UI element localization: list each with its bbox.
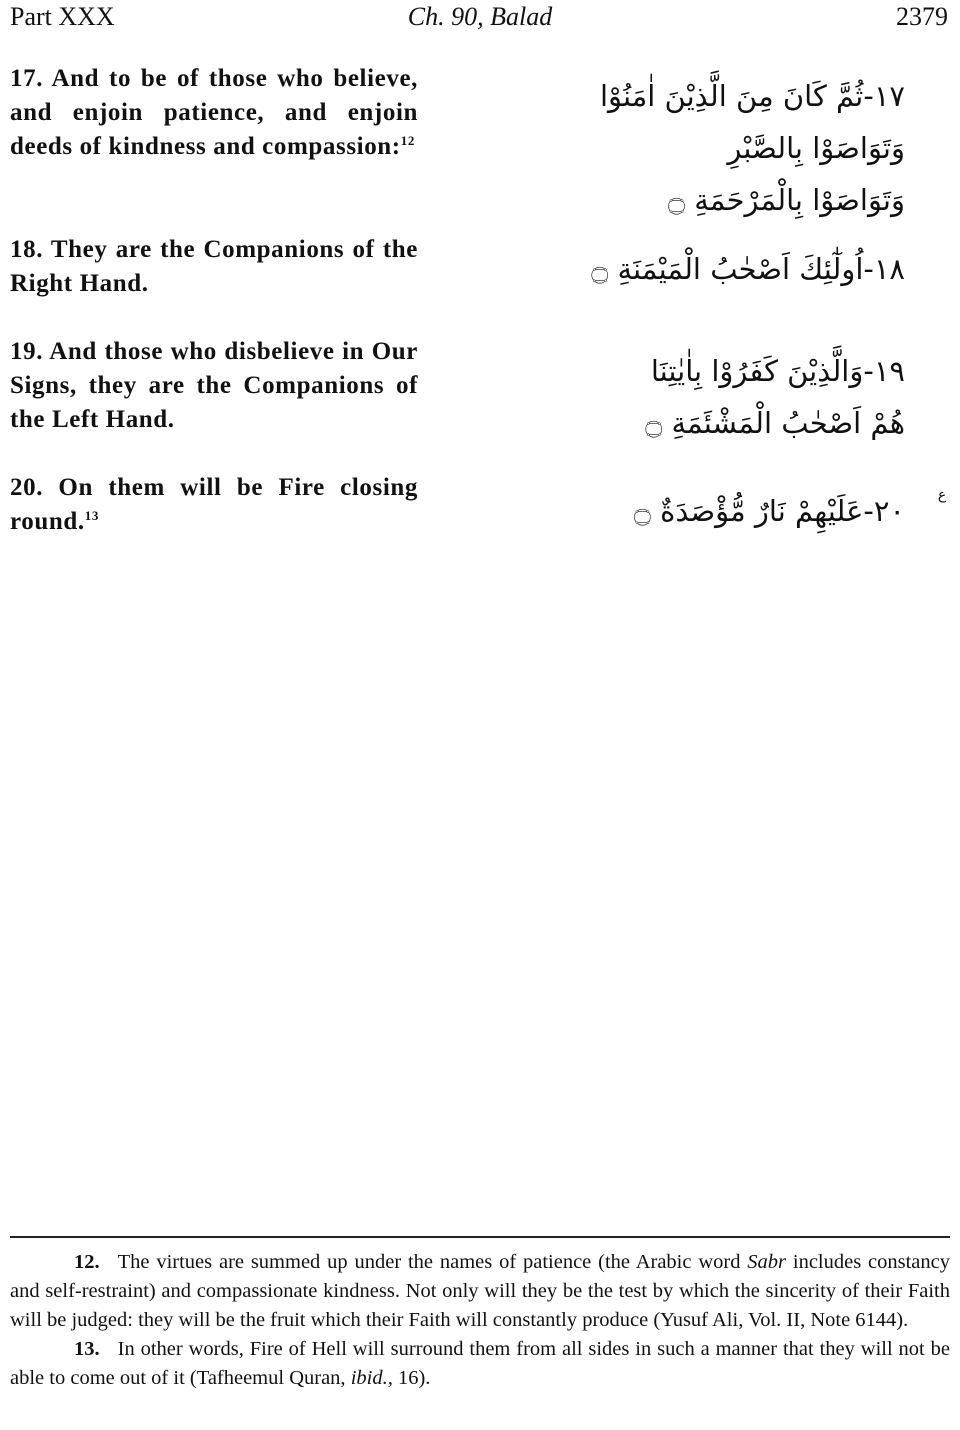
footnote-number: 13. bbox=[74, 1338, 100, 1360]
verse-19-translation bbox=[10, 335, 418, 437]
page-number: 2379 bbox=[896, 2, 948, 31]
footnote-ref: 12 bbox=[400, 133, 415, 148]
footnote-13 bbox=[10, 1335, 950, 1393]
arabic-line: ١٧-ثُمَّ كَانَ مِنَ الَّذِيْنَ اٰمَنُوْا bbox=[599, 79, 905, 113]
page-header bbox=[0, 0, 960, 40]
verse-18-translation bbox=[10, 233, 418, 301]
arabic-line: ٢٠-عَلَيْهِمْ نَارٌ مُّؤْصَدَةٌ ۝ bbox=[633, 494, 905, 528]
footnote-text: The virtues are summed up under the names of patience (the Arabic word bbox=[117, 1251, 748, 1273]
arabic-line: وَتَوَاصَوْا بِالصَّبْرِ bbox=[727, 131, 905, 165]
verse-18-arabic bbox=[575, 243, 905, 295]
footnote-italic: ibid., bbox=[350, 1367, 393, 1389]
footnote-text: includes constancy and self-restraint) and compassionate kindness. Not only will they be the test by which the sincerity of their Faith will be judged: they will be the fruit which their Faith will constantly produce (Yusuf Ali, Vol. II, Note 6144). bbox=[10, 1251, 950, 1331]
arabic-line: ١٨-اُولٰٓئِكَ اَصْحٰبُ الْمَيْمَنَةِ ۝ bbox=[591, 252, 905, 286]
ruku-mark: ع bbox=[937, 487, 947, 503]
footnote-12 bbox=[10, 1248, 950, 1335]
chapter-title: Ch. 90, Balad bbox=[407, 2, 553, 31]
verse-text: 20. On them will be Fire closing round. bbox=[10, 474, 418, 535]
arabic-line: وَتَوَاصَوْا بِالْمَرْحَمَةِ ۝ bbox=[668, 183, 905, 217]
footnote-text: In other words, Fire of Hell will surround them from all sides in such a manner that they will not be able to come out of it (Tafheemul Quran, bbox=[10, 1338, 950, 1389]
footnotes bbox=[10, 1248, 950, 1393]
footnote-italic: Sabr bbox=[747, 1251, 787, 1273]
verse-20-arabic bbox=[575, 485, 905, 537]
part-label: Part XXX bbox=[10, 2, 115, 31]
verse-19-arabic bbox=[575, 345, 905, 449]
footnote-divider bbox=[10, 1236, 950, 1238]
footnote-text: 16). bbox=[392, 1367, 431, 1389]
arabic-line: ١٩-وَالَّذِيْنَ كَفَرُوْا بِاٰيٰتِنَا bbox=[650, 354, 905, 388]
footnote-number: 12. bbox=[74, 1251, 100, 1273]
verse-text: 19. And those who disbelieve in Our Signs, they are the Companions of the Left Hand. bbox=[10, 338, 418, 433]
verse-17-translation bbox=[10, 62, 418, 164]
arabic-line: هُمْ اَصْحٰبُ الْمَشْئَمَةِ ۝ bbox=[645, 406, 905, 440]
verse-17-arabic bbox=[575, 70, 905, 226]
footnote-ref: 13 bbox=[84, 508, 99, 523]
verse-20-translation bbox=[10, 471, 418, 539]
verse-text: 18. They are the Companions of the Right Hand. bbox=[10, 236, 418, 297]
verse-text: 17. And to be of those who believe, and enjoin patience, and enjoin deeds of kindness and compassion: bbox=[10, 65, 418, 160]
